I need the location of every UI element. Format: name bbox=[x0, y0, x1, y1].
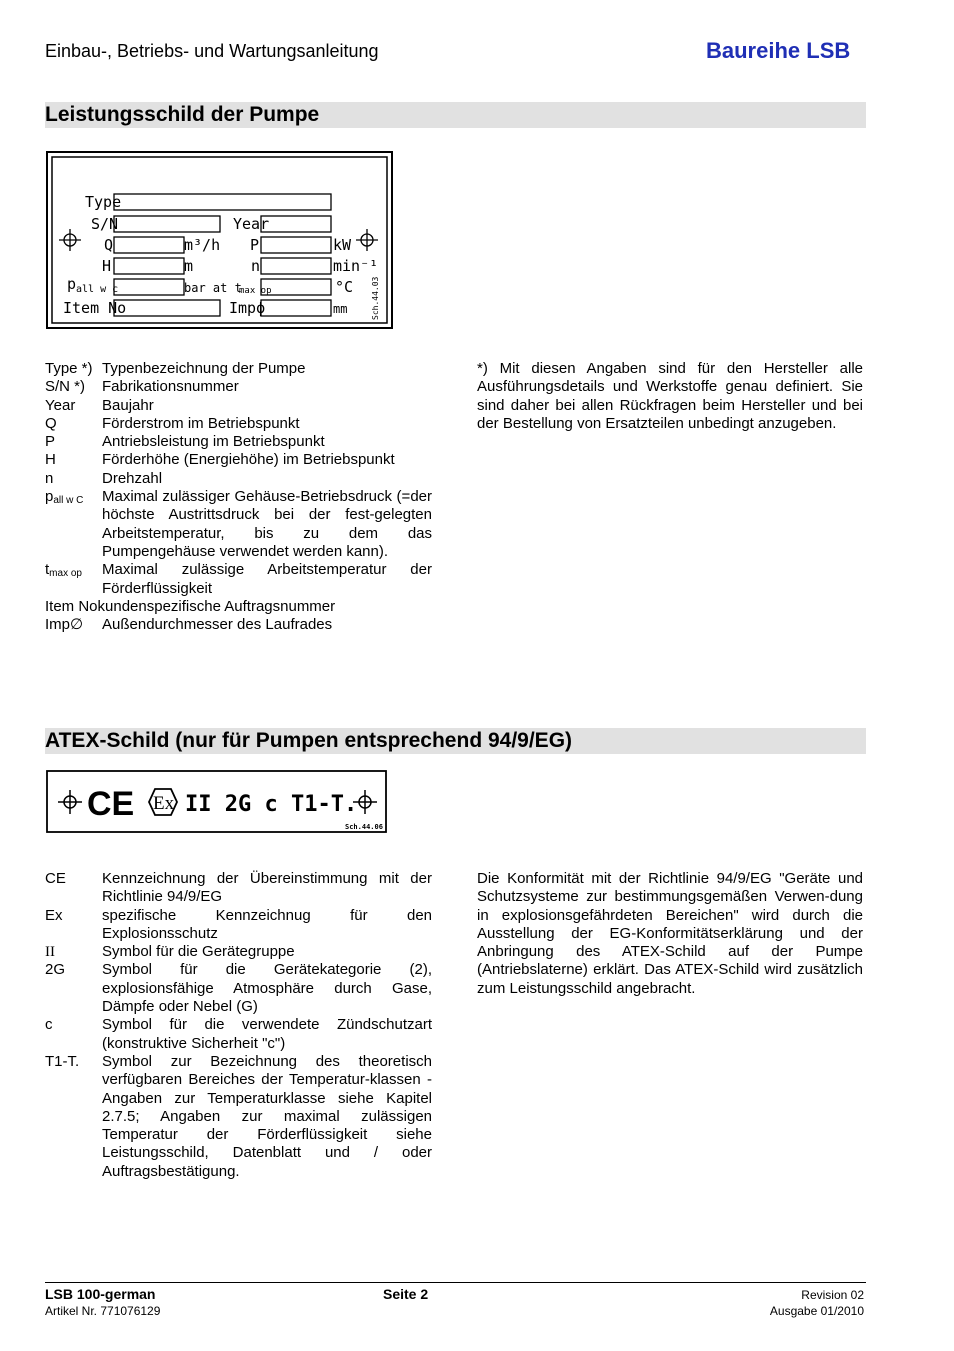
plate-unit-temp: °C bbox=[335, 278, 354, 296]
plate-label-q: Q bbox=[104, 236, 114, 254]
plate-code: Sch.44.03 bbox=[371, 276, 380, 320]
list-item: T1-T. Symbol zur Bezeichnung des theoretisch verfügbaren Bereiches der Temperatur-klassen - Angaben zur Temperaturklasse siehe Kapitel 2.7.5; Angaben zur maximal zulässigen Temperatur der Förderflüssigkeit siehe Leistungsschild, Datenblatt und / oder Auftragsbestätigung. bbox=[45, 1052, 432, 1180]
list-item: Type *) Typenbezeichnung der Pumpe bbox=[45, 360, 306, 377]
list-item: Item Nokundenspezifische Auftragsnummer bbox=[45, 597, 336, 615]
list-item: Imp∅ Außendurchmesser des Laufrades bbox=[45, 616, 333, 634]
series-title: Baureihe LSB bbox=[706, 38, 851, 63]
plate-label-imp: Impϕ bbox=[229, 299, 266, 317]
footer-doc: LSB 100-german bbox=[45, 1286, 156, 1302]
section-title-atex: ATEX-Schild (nur für Pumpen entsprechend 94/9/EG) bbox=[45, 728, 866, 754]
header-title: Einbau-, Betriebs- und Wartungsanleitung bbox=[45, 41, 379, 61]
plate-label-bar-at: bar at t bbox=[184, 281, 242, 295]
plate-label-p: P bbox=[250, 236, 260, 254]
atex-note: Die Konformität mit der Richtlinie 94/9/EG "Geräte und Schutzsysteme zur bestimmungsgemäßen Verwen-dung in explosionsgefährdeten Bereichen" wird durch die Ausstellung der EG-Konformitätserklärung und der Anbringung des ATEX-Schild auf der Pumpe (Antriebslaterne) erklärt. Das ATEX-Schild wird zusätzlich zum Leistungsschild angebracht. bbox=[477, 870, 863, 997]
atex-definitions bbox=[45, 870, 432, 1181]
list-item: $t_{max op}$ Maximal zulässige Arbeitstemperatur der Förderflüssigkeit bbox=[45, 561, 432, 597]
mounting-hole-icon bbox=[356, 229, 378, 251]
list-item: P Antriebsleistung im Betriebspunkt bbox=[45, 433, 325, 451]
section-title-nameplate: Leistungsschild der Pumpe bbox=[45, 102, 866, 128]
list-item: Q Förderstrom im Betriebspunkt bbox=[45, 414, 300, 432]
ex-hexagon-icon bbox=[149, 789, 177, 815]
plate-label-pall: p bbox=[67, 275, 77, 293]
footer-divider bbox=[45, 1282, 866, 1283]
list-item: 2G Symbol für die Gerätekategorie (2), explosionsfähige Atmosphäre durch Gase, Dämpfe oder Nebel (G) bbox=[45, 961, 432, 1016]
list-item: c Symbol für die verwendete Zündschutzart (konstruktive Sicherheit "c") bbox=[45, 1016, 432, 1052]
list-item: Year Baujahr bbox=[45, 396, 154, 414]
plate-label-n: n bbox=[251, 257, 261, 275]
plate-unit-n: min⁻¹ bbox=[333, 257, 379, 275]
atex-marking: II 2G c T1-T. bbox=[185, 792, 358, 817]
footer-page: Seite 2 bbox=[383, 1286, 429, 1302]
plate-unit-q: m³/h bbox=[184, 236, 221, 254]
nameplate-definitions bbox=[45, 360, 432, 634]
atex-plate-code: Sch.44.06 bbox=[345, 823, 383, 831]
nameplate-note: *) Mit diesen Angaben sind für den Hersteller alle Ausführungsdetails und Werkstoffe genau definiert. Sie sind daher bei allen Rückfragen beim Hersteller und bei der Bestellung von Ersatzteilen unbedingt anzugeben. bbox=[477, 360, 863, 432]
plate-label-itemno: Item No bbox=[63, 299, 127, 317]
plate-label-tmax-sub: max op bbox=[239, 286, 272, 296]
list-item: Ex spezifische Kennzeichnug für den Explosionsschutz bbox=[45, 906, 432, 942]
list-item: n Drehzahl bbox=[45, 469, 163, 487]
list-item: $p_{all w C}$ Maximal zulässiger Gehäuse-Betriebsdruck (=der höchste Austrittsdruck bei der fest-gelegten Arbeitstemperatur, bis zu dem das Pumpengehäuse verwendet werden kann). bbox=[45, 488, 432, 560]
svg-text:Ex: Ex bbox=[153, 793, 175, 814]
mounting-hole-icon bbox=[58, 790, 82, 814]
footer-revision: Revision 02 bbox=[801, 1288, 864, 1302]
atex-plate-drawing bbox=[45, 769, 390, 835]
plate-label-sn: S/N bbox=[91, 215, 119, 233]
list-item: CE Kennzeichnung der Übereinstimmung mit der Richtlinie 94/9/EG bbox=[45, 870, 432, 906]
plate-unit-imp: mm bbox=[333, 302, 348, 316]
plate-label-pall-sub: all w c bbox=[76, 284, 119, 295]
plate-label-type: Type bbox=[85, 193, 122, 211]
mounting-hole-icon bbox=[59, 229, 81, 251]
list-item: S/N *) Fabrikationsnummer bbox=[45, 378, 239, 396]
footer-article: Artikel Nr. 771076129 bbox=[45, 1304, 161, 1318]
list-item: II Symbol für die Gerätegruppe bbox=[45, 943, 295, 961]
plate-unit-h: m bbox=[184, 257, 194, 275]
footer-edition: Ausgabe 01/2010 bbox=[769, 1304, 864, 1318]
ce-mark-icon: CE bbox=[87, 785, 135, 823]
plate-label-year: Year bbox=[233, 215, 270, 233]
list-item: H Förderhöhe (Energiehöhe) im Betriebspunkt bbox=[45, 451, 395, 469]
nameplate-drawing bbox=[45, 150, 395, 332]
plate-unit-p: kW bbox=[333, 236, 352, 254]
plate-label-h: H bbox=[102, 257, 112, 275]
